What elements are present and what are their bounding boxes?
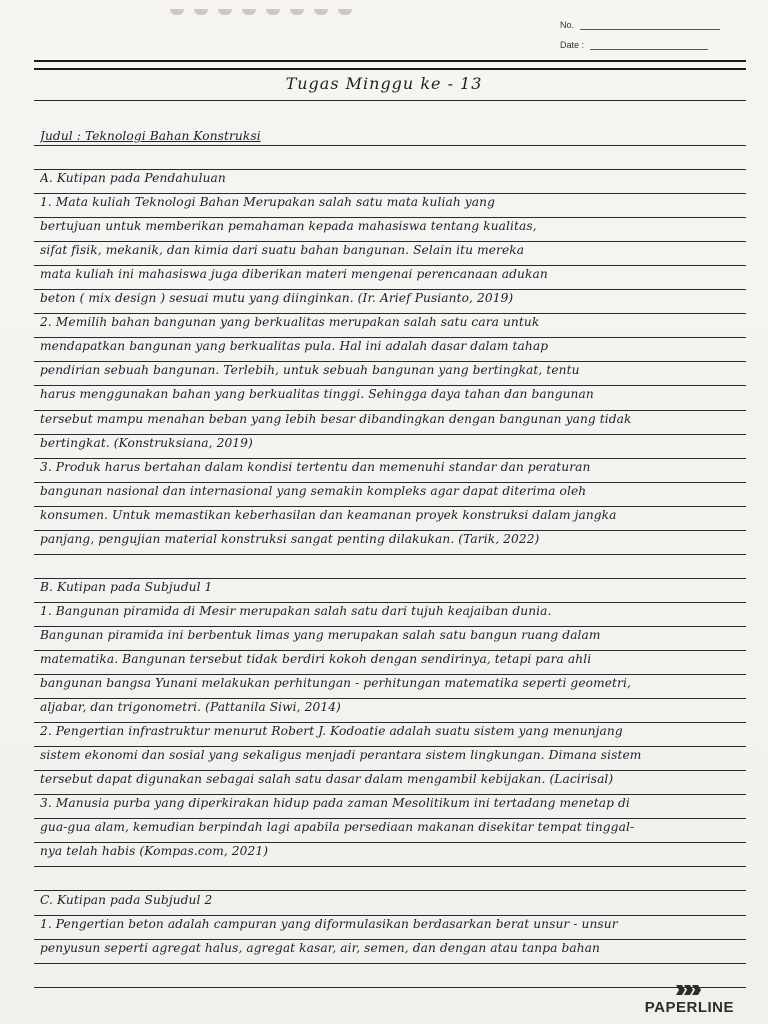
subject-heading: Judul : Teknologi Bahan Konstruksi [40, 129, 261, 143]
text-line: A. Kutipan pada Pendahuluan [40, 171, 226, 185]
text-line: 3. Produk harus bertahan dalam kondisi tertentu dan memenuhi standar dan peraturan [40, 459, 591, 474]
brand-name: PAPERLINE [644, 999, 734, 1016]
text-line: B. Kutipan pada Subjudul 1 [40, 579, 213, 594]
text-line: bangunan bangsa Yunani melakukan perhitungan - perhitungan matematika seperti geometri, [40, 676, 631, 691]
text-line: 1. Mata kuliah Teknologi Bahan Merupakan salah satu mata kuliah yang [40, 195, 495, 210]
ruled-line [34, 60, 746, 62]
text-line: sifat fisik, mekanik, dan kimia dari suatu bahan bangunan. Selain itu mereka [40, 243, 525, 258]
brand-logo [645, 983, 734, 1016]
text-line: 1. Pengertian beton adalah campuran yang diformulasikan berdasarkan berat unsur - unsur [40, 916, 618, 931]
no-field [560, 10, 720, 30]
text-line: sistem ekonomi dan sosial yang sekaligus menjadi perantara sistem lingkungan. Dimana sistem [40, 748, 642, 763]
date-field [560, 30, 720, 50]
text-line: bertujuan untuk memberikan pemahaman kepada mahasiswa tentang kualitas, [40, 219, 537, 234]
ruled-line [34, 987, 746, 988]
text-line: panjang, pengujian material konstruksi sangat penting dilakukan. (Tarik, 2022) [40, 531, 540, 546]
text-line: C. Kutipan pada Subjudul 2 [40, 892, 213, 907]
text-line: tersebut mampu menahan beban yang lebih besar dibandingkan dengan bangunan yang tidak [40, 411, 632, 426]
date-label: Date : [560, 40, 585, 50]
header-fields [560, 10, 720, 50]
text-line: tersebut dapat digunakan sebagai salah satu dasar dalam mengambil kebijakan. (Lacirisal) [40, 772, 614, 787]
ruled-line [34, 554, 746, 555]
text-line: gua-gua alam, kemudian berpindah lagi apabila persediaan makanan disekitar tempat tinggal- [40, 820, 635, 835]
text-line: mata kuliah ini mahasiswa juga diberikan materi mengenai perencanaan adukan [40, 267, 548, 282]
text-line: pendirian sebuah bangunan. Terlebih, untuk sebuah bangunan yang bertingkat, tentu [40, 363, 580, 378]
text-line: beton ( mix design ) sesuai mutu yang diinginkan. (Ir. Arief Pusianto, 2019) [40, 291, 514, 306]
text-line: 2. Memilih bahan bangunan yang berkualitas merupakan salah satu cara untuk [40, 315, 540, 330]
text-line: 1. Bangunan piramida di Mesir merupakan salah satu dari tujuh keajaiban dunia. [40, 603, 552, 618]
ruled-line [34, 866, 746, 867]
page-title: Tugas Minggu ke - 13 [285, 74, 483, 93]
text-line: nya telah habis (Kompas.com, 2021) [40, 844, 269, 859]
text-line: penyusun seperti agregat halus, agregat kasar, air, semen, dan dengan atau tanpa bahan [40, 940, 600, 955]
text-line: matematika. Bangunan tersebut tidak berdiri kokoh dengan sendirinya, tetapi para ahli [40, 652, 592, 666]
text-line: mendapatkan bangunan yang berkualitas pula. Hal ini adalah dasar dalam tahap [40, 339, 549, 354]
text-line: aljabar, dan trigonometri. (Pattanila Siwi, 2014) [40, 700, 341, 715]
text-line: konsumen. Untuk memastikan keberhasilan dan keamanan proyek konstruksi dalam jangka [40, 507, 617, 522]
text-line: 2. Pengertian infrastruktur menurut Robert J. Kodoatie adalah suatu sistem yang menunjang [40, 724, 623, 739]
text-line: 3. Manusia purba yang diperkirakan hidup pada zaman Mesolitikum ini tertadang menetap di [40, 796, 630, 811]
ruled-line [34, 68, 746, 70]
no-label: No. [560, 20, 575, 30]
binding-holes [170, 0, 400, 8]
text-line: bangunan nasional dan internasional yang semakin kompleks agar dapat diterima oleh [40, 483, 587, 498]
text-line: harus menggunakan bahan yang berkualitas tinggi. Sehingga daya tahan dan bangunan [40, 387, 594, 402]
ruled-line [34, 100, 746, 101]
ruled-line [34, 145, 746, 146]
text-line: Bangunan piramida ini berbentuk limas yang merupakan salah satu bangun ruang dalam [40, 627, 601, 642]
paperline-logo-icon [674, 983, 704, 997]
text-line: bertingkat. (Konstruksiana, 2019) [40, 435, 253, 450]
ruled-line [34, 963, 746, 964]
